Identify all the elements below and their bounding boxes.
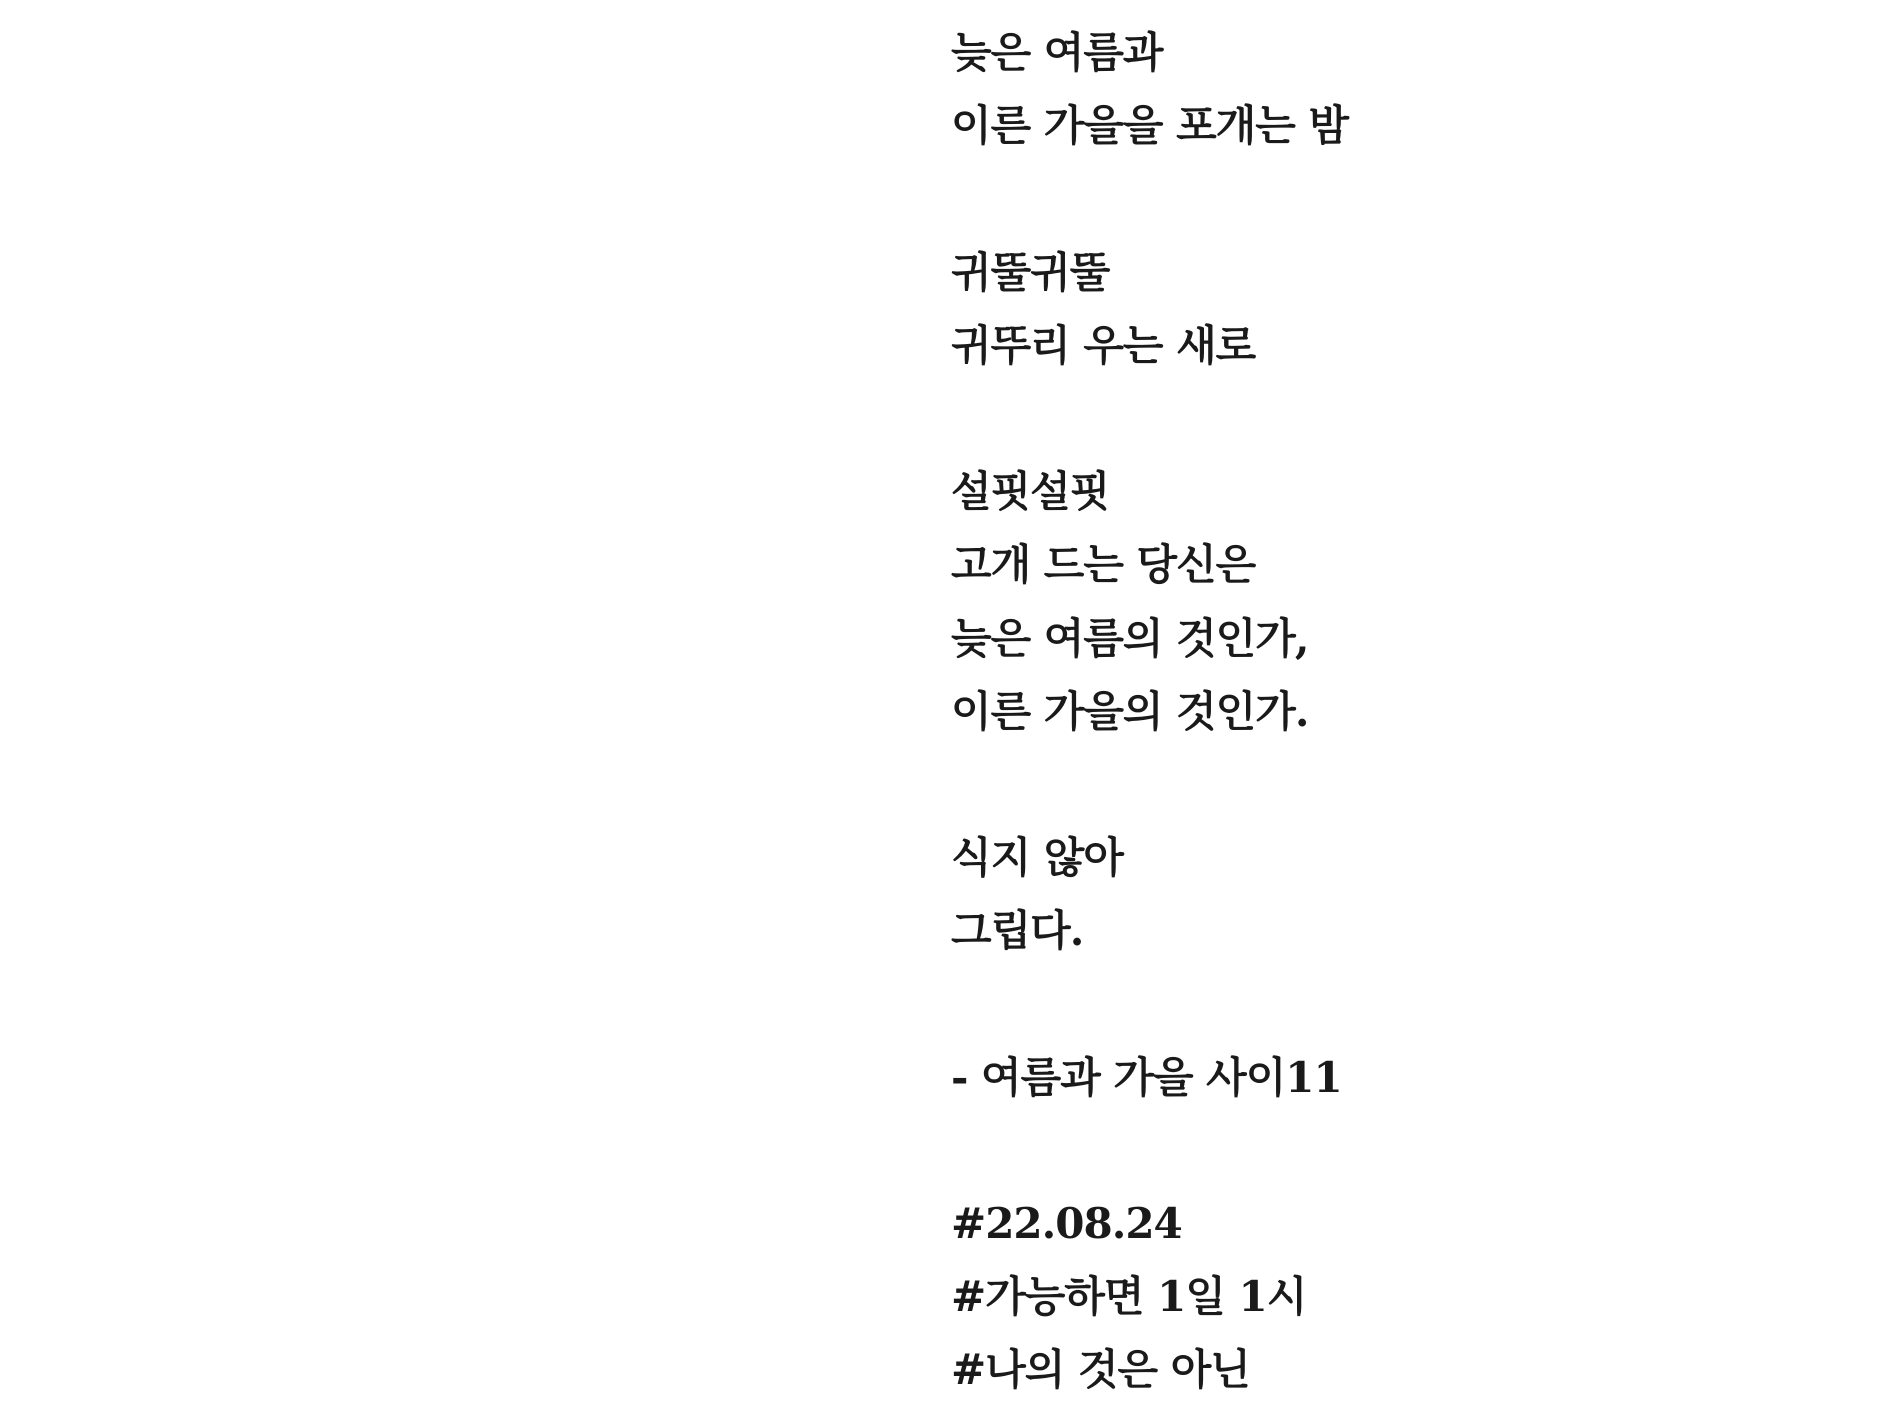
poem-signature: - 여름과 가을 사이11 [951,1052,1342,1102]
stanza-break [951,168,1831,241]
stanza-break [951,973,1831,1046]
poem-line: 고개 드는 당신은 [951,540,1256,590]
poem-line: 늦은 여름과 [951,28,1163,77]
poem-line: 이른 가을을 포개는 밤 [951,101,1349,151]
stanza-break [951,1120,1831,1193]
poem-line: 설핏설핏 [951,467,1110,517]
hashtag-date: #22.08.24 [951,1199,1182,1248]
poem-line: 귀뚤귀뚤 [951,247,1110,297]
stanza-break [951,388,1831,461]
poem-line: 식지 않아 [951,833,1123,883]
poem-line: 그립다. [951,906,1084,956]
poem-line: 이른 가을의 것인가. [951,686,1309,736]
poem-line: 늦은 여름의 것인가, [951,613,1309,663]
poem-line: 귀뚜리 우는 새로 [951,320,1256,370]
poem-text [951,22,1831,1413]
hashtag-note: #나의 것은 아닌 [951,1345,1250,1395]
hashtag-series: #가능하면 1일 1시 [951,1272,1307,1322]
stanza-break [951,754,1831,827]
